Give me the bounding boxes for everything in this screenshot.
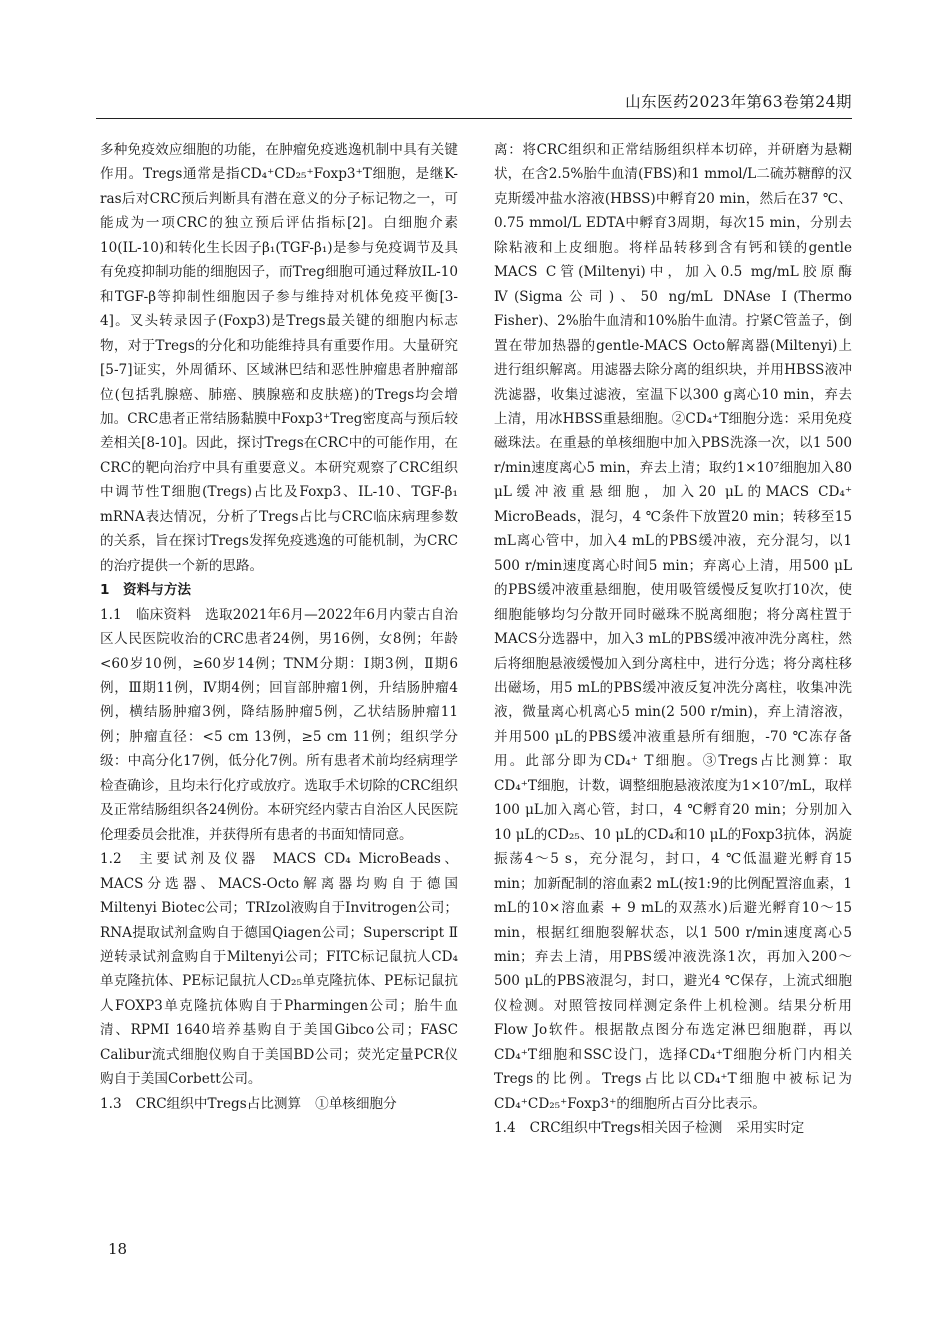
subsection-1-3-continued: 离：将CRC组织和正常结肠组织样本切碎，并研磨为悬糊状，在含2.5%胎牛血清(FBS)和1 mmol/L二硫苏糖醇的汉克斯缓冲盐水溶液(HBSS)中孵育20 min，然后在37 ℃、0.75 mmol/L EDTA中孵育3周期，每次15 min，分别去除粘液和上皮细胞。将样品转移到含有钙和镁的gentle MACS C管(Miltenyi)中，加入0.5 mg/mL胶原酶Ⅳ(Sigma公司)、50 ng/mL DNAse Ⅰ(Thermo Fisher)、2%胎牛血清和10%胎牛血清。拧紧C管盖子，倒置在带加热器的gentle-MACS Octo解离器(Miltenyi)上进行组织解离。用滤器去除分离的组织块，并用HBSS液冲洗滤器，收集过滤液，室温下以300 g离心10 min，弃去上清，用冰HBSS重悬细胞。②CD₄⁺T细胞分选：采用免疫磁珠法。在重悬的单核细胞中加入PBS洗涤一次，以1 500 r/min速度离心5 min，弃去上清；取约1×10⁷细胞加入80 μL缓冲液重悬细胞，加入20 μL的MACS CD₄⁺ MicroBeads，混匀，4 ℃条件下放置20 min；转移至15 mL离心管中，加入4 mL的PBS缓冲液，充分混匀，以1 500 r/min速度离心时间5 min；弃离心上清，用500 μL的PBS缓冲液重悬细胞，使用吸管缓慢反复吹打10次，使细胞能够均匀分散开同时磁珠不脱离细胞；将分离柱置于MACS分选器中，加入3 mL的PBS缓冲液冲洗分离柱，然后将细胞悬液缓慢加入到分离柱中，进行分选；将分离柱移出磁场，用5 mL的PBS缓冲液反复冲洗分离柱，收集冲洗液，微量离心机离心5 min(2 500 r/min)，弃上清溶液，并用500 μL的PBS缓冲液重悬所有细胞，-70 ℃冻存备用。此部分即为CD₄⁺ T细胞。③Tregs占比测算：取CD₄⁺T细胞，计数，调整细胞悬液浓度为1×10⁷/mL，取样100 μL加入离心管，封口，4 ℃孵育20 min；分别加入10 μL的CD₂₅、10 μL的CD₄和10 μL的Foxp3抗体，涡旋振荡4～5 s，充分混匀，封口，4 ℃低温避光孵育15 min；加新配制的溶血素2 mL(按1:9的比例配置溶血素，1 mL的10×溶血素 + 9 mL的双蒸水)后避光孵育10～15 min，根据红细胞裂解状态，以1 500 r/min速度离心5 min；弃去上清，用PBS缓冲液洗涤1次，再加入200～500 μL的PBS液混匀，封口，避光4 ℃保存，上流式细胞仪检测。对照管按同样测定条件上机检测。结果分析用Flow Jo软件。根据散点图分布选定淋巴细胞群，再以CD₄⁺T细胞和SSC设门，选择CD₄⁺T细胞分析门内相关Tregs的比例。Tregs占比以CD₄⁺T细胞中被标记为CD₄⁺CD₂₅⁺Foxp3⁺的细胞所占百分比表示。	[494, 142, 852, 1112]
subsection-number: 1.1	[100, 606, 122, 623]
subsection-1-4	[494, 1116, 852, 1140]
running-header	[96, 88, 852, 119]
subsection-text: 采用实时定	[736, 1120, 805, 1137]
intro-paragraph: 多种免疫效应细胞的功能，在肿瘤免疫逃逸机制中具有关键作用。Tregs通常是指CD₄⁺CD₂₅⁺Foxp3⁺T细胞，是继K-ras后对CRC预后判断具有潜在意义的分子标记物之一，可能成为一项CRC的独立预后评估指标[2]。白细胞介素10(IL-10)和转化生长因子β₁(TGF-β₁)是参与免疫调节及具有免疫抑制功能的细胞因子，而Treg细胞可通过释放IL-10和TGF-β等抑制性细胞因子参与维持对机体免疫平衡[3-4]。叉头转录因子(Foxp3)是Tregs最关键的细胞内标志物，对于Tregs的分化和功能维持具有重要作用。大量研究[5-7]证实，外周循环、区域淋巴结和恶性肿瘤患者肿瘤部位(包括乳腺癌、肺癌、胰腺癌和皮肤癌)的Tregs均会增加。CRC患者正常结肠黏膜中Foxp3⁺Treg密度高与预后较差相关[8-10]。因此，探讨Tregs在CRC中的可能作用，在CRC的靶向治疗中具有重要意义。本研究观察了CRC组织中调节性T细胞(Tregs)占比及Foxp3、IL-10、TGF-β₁ mRNA表达情况，分析了Tregs占比与CRC临床病理参数的关系，旨在探讨Tregs发挥免疫逃逸的可能机制，为CRC的治疗提供一个新的思路。	[100, 142, 458, 574]
subsection-text: MACS CD₄ MicroBeads、MACS分选器、MACS-Octo解离器均购自于德国Miltenyi Biotec公司；TRIzol液购自于Invitrogen公司；RNA提取试剂盒购自于德国Qiagen公司；Superscript Ⅱ逆转录试剂盒购自于Miltenyi公司；FITC标记鼠抗人CD₄单克隆抗体、PE标记鼠抗人CD₂₅单克隆抗体、PE标记鼠抗人FOXP3单克隆抗体购自于Pharmingen公司；胎牛血清、RPMI 1640培养基购自于美国Gibco公司；FASC Calibur流式细胞仪购自于美国BD公司；荧光定量PCR仪购自于美国Corbett公司。	[100, 851, 458, 1088]
journal-title: 山东医药2023年第63卷第24期	[625, 93, 852, 111]
subsection-number: 1.2	[100, 851, 122, 868]
subsection-title: CRC组织中Tregs占比测算	[135, 1095, 302, 1112]
subsection-1-2	[100, 847, 458, 1092]
subsection-number: 1.3	[100, 1095, 122, 1112]
left-column	[100, 138, 458, 1116]
subsection-title: 临床资料	[135, 606, 192, 623]
subsection-1-1	[100, 603, 458, 848]
subsection-text: ①单核细胞分	[315, 1095, 397, 1112]
right-column	[494, 138, 852, 1141]
subsection-text: 选取2021年6月—2022年6月内蒙古自治区人民医院收治的CRC患者24例，男16例，女8例；年龄<60岁10例，≥60岁14例；TNM分期：Ⅰ期3例，Ⅱ期6例，Ⅲ期11例，Ⅳ期4例；回盲部肿瘤1例，升结肠肿瘤4例，横结肠肿瘤3例，降结肠肿瘤5例，乙状结肠肿瘤11例；肿瘤直径：<5 cm 13例，≥5 cm 11例；组织学分级：中高分化17例，低分化7例。所有患者术前均经病理学检查确诊，且均未行化疗或放疗。选取手术切除的CRC组织及正常结肠组织各24例份。本研究经内蒙古自治区人民医院伦理委员会批准，并获得所有患者的书面知情同意。	[100, 606, 458, 843]
subsection-number: 1.4	[494, 1120, 516, 1137]
subsection-title: CRC组织中Tregs相关因子检测	[529, 1120, 723, 1137]
page-number: 18	[108, 1240, 128, 1258]
subsection-1-3	[100, 1092, 458, 1116]
section-1-heading: 1 资料与方法	[100, 582, 192, 599]
subsection-title: 主要试剂及仪器	[135, 851, 259, 868]
